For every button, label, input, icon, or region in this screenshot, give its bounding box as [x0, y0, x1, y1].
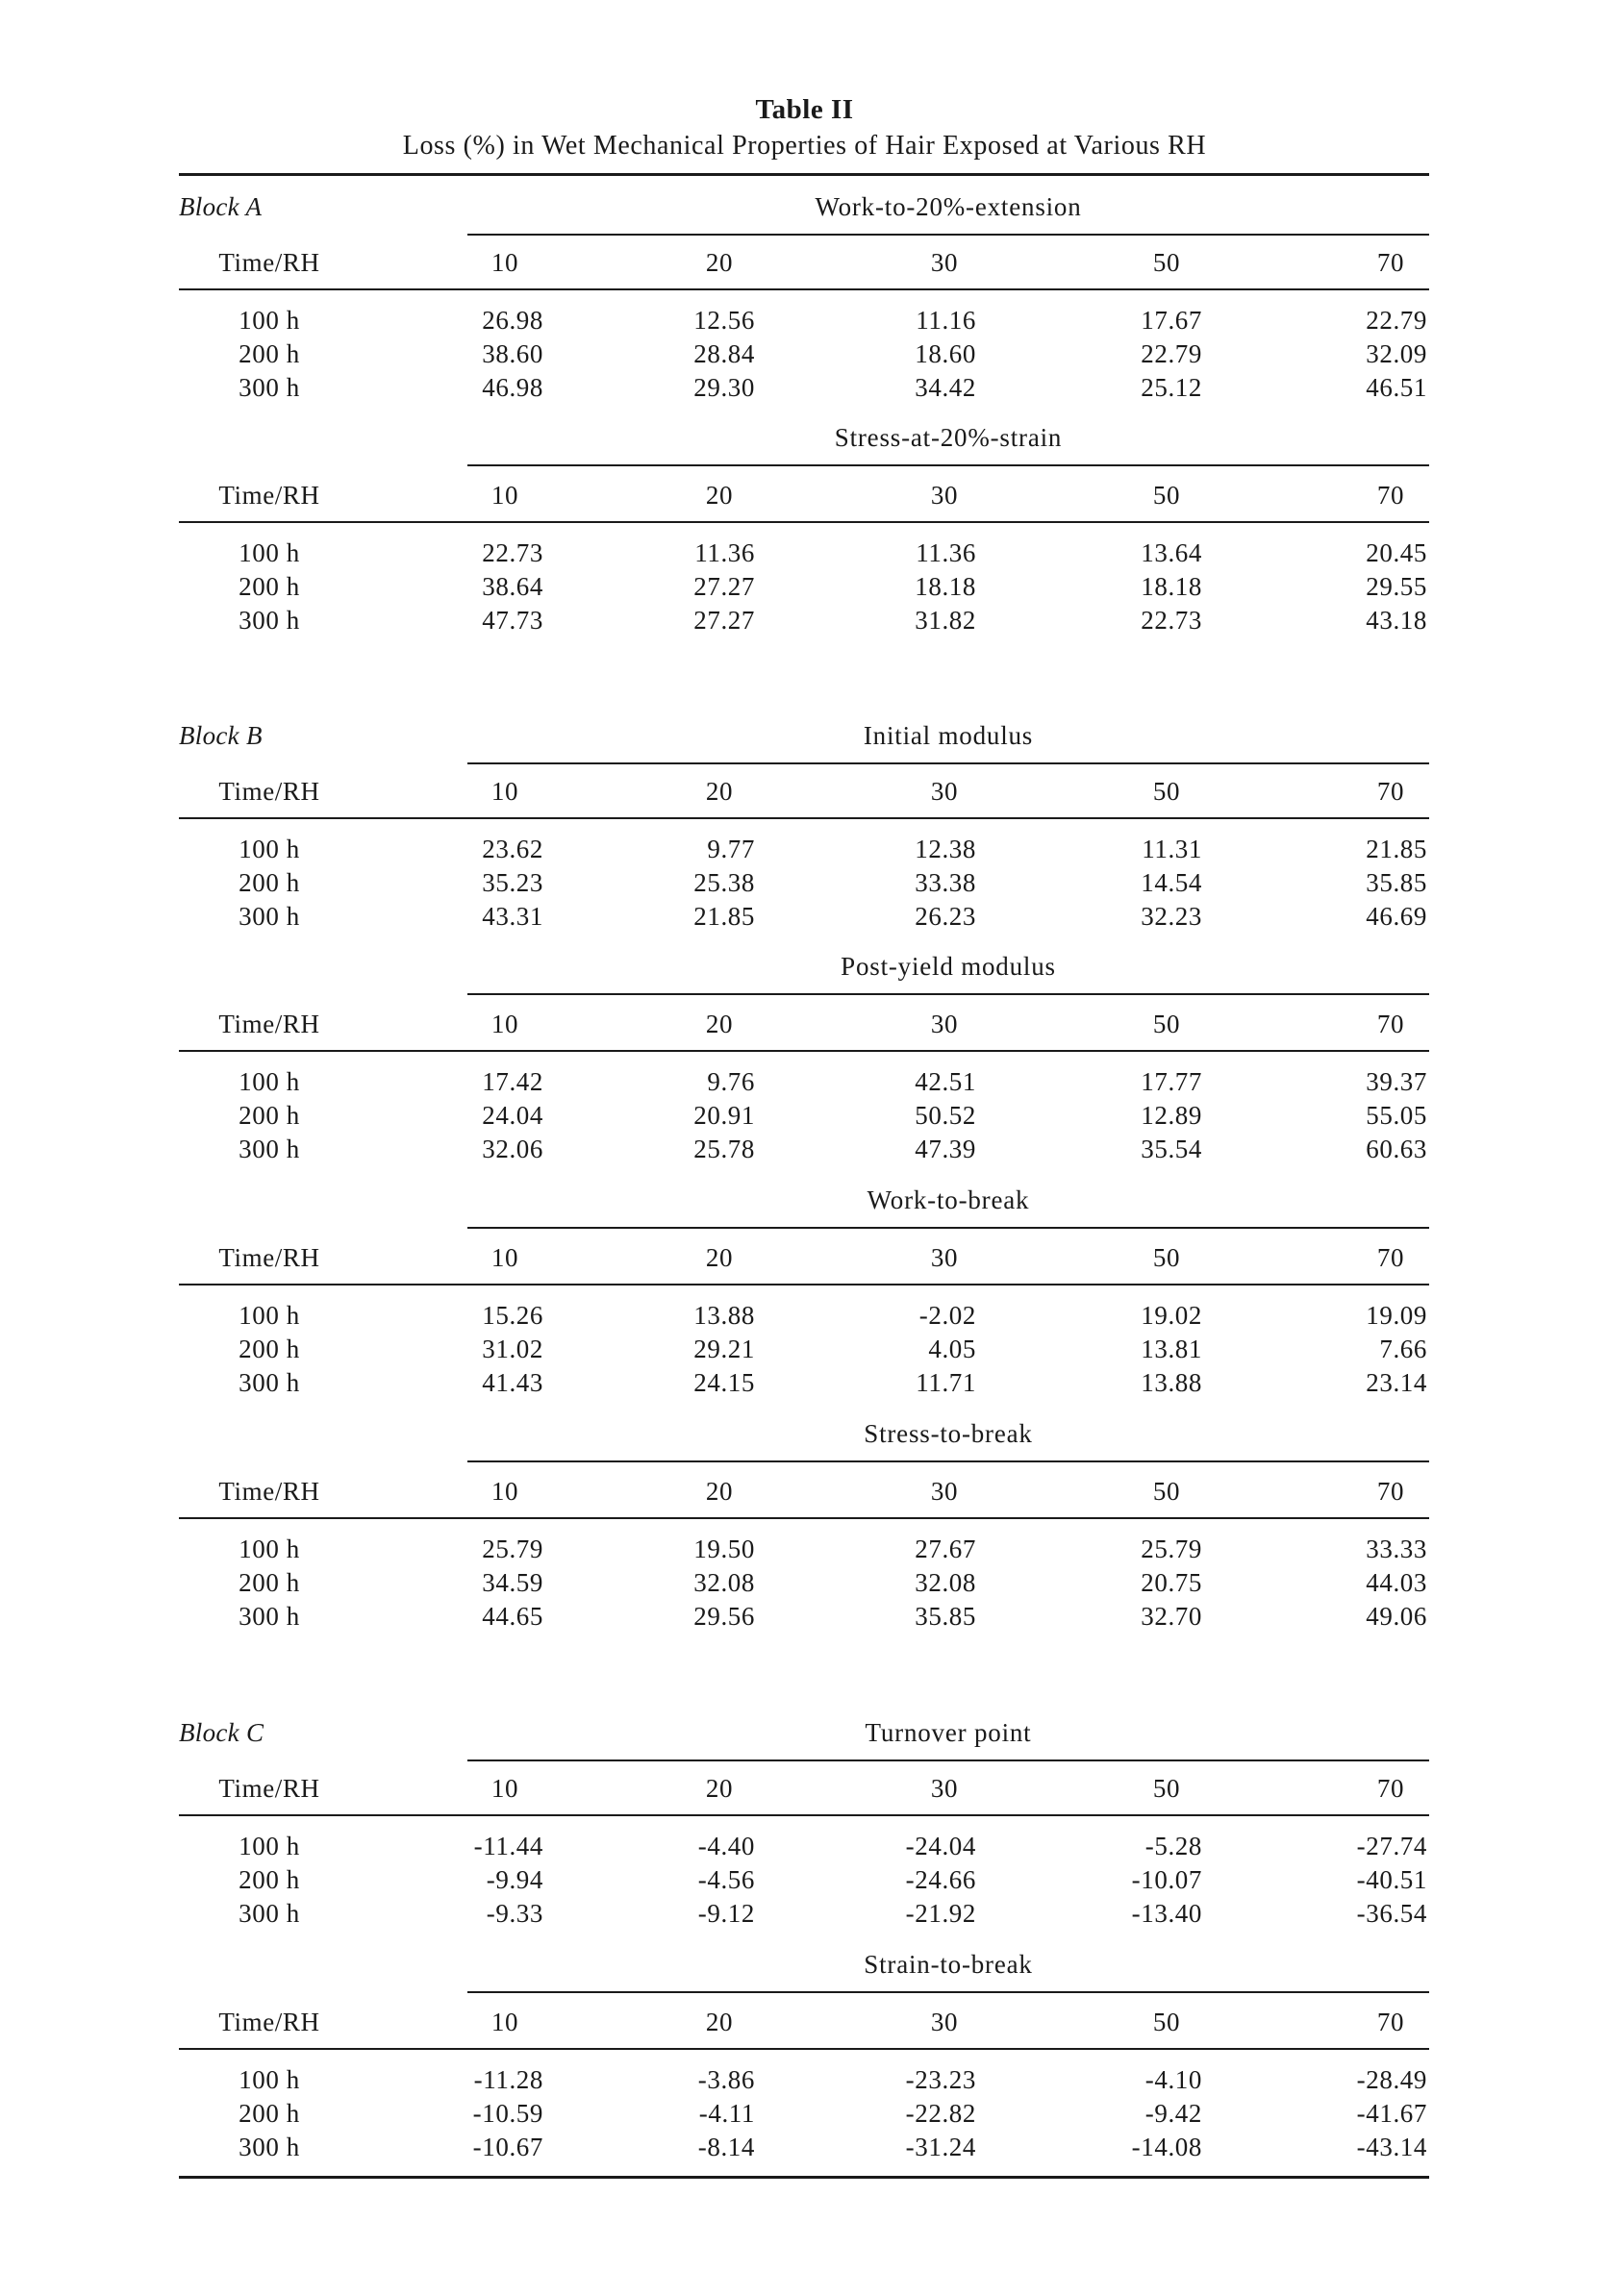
value-cell: 50.52 — [915, 1101, 976, 1130]
table-row — [0, 1301, 1609, 1334]
value-cell: -9.94 — [486, 1865, 543, 1894]
value-cell: 13.88 — [1141, 1368, 1202, 1397]
value-cell: 14.54 — [1141, 868, 1202, 897]
value-cell: -10.07 — [1131, 1865, 1202, 1894]
value-cell: 4.05 — [928, 1335, 976, 1363]
value-cell: 28.84 — [693, 339, 755, 368]
value-cell: 22.73 — [1141, 606, 1202, 635]
section-title: Strain-to-break — [864, 1950, 1033, 1979]
value-cell: -2.02 — [918, 1301, 976, 1330]
row-time-label: 300 h — [239, 1899, 300, 1928]
header-row — [0, 1010, 1609, 1042]
header-rh-cell: 10 — [490, 777, 519, 806]
value-cell: 43.18 — [1366, 606, 1427, 635]
header-rule — [179, 817, 1429, 819]
value-cell: 18.18 — [915, 572, 976, 601]
header-rh-cell: 30 — [930, 1774, 959, 1803]
table-row — [0, 1101, 1609, 1134]
value-cell: 39.37 — [1366, 1067, 1427, 1096]
value-cell: 15.26 — [482, 1301, 543, 1330]
value-cell: 46.98 — [482, 373, 543, 402]
header-rh-cell: 50 — [1152, 1477, 1181, 1506]
table-row — [0, 2133, 1609, 2165]
value-cell: 22.79 — [1141, 339, 1202, 368]
value-cell: -40.51 — [1356, 1865, 1427, 1894]
value-cell: 43.31 — [482, 902, 543, 931]
row-time-label: 300 h — [239, 2133, 300, 2161]
value-cell: 25.79 — [482, 1535, 543, 1563]
value-cell: -28.49 — [1356, 2065, 1427, 2094]
value-cell: 46.51 — [1366, 373, 1427, 402]
header-row — [0, 1774, 1609, 1807]
value-cell: 60.63 — [1366, 1135, 1427, 1163]
value-cell: 19.09 — [1366, 1301, 1427, 1330]
value-cell: 25.79 — [1141, 1535, 1202, 1563]
section-title: Turnover point — [865, 1718, 1032, 1747]
value-cell: -4.11 — [698, 2099, 755, 2128]
row-time-label: 100 h — [239, 1832, 300, 1860]
section-rule — [467, 1991, 1429, 1993]
header-rh-cell: 70 — [1376, 1010, 1405, 1038]
header-label: Time/RH — [218, 248, 320, 277]
value-cell: 26.23 — [915, 902, 976, 931]
table-row — [0, 2099, 1609, 2132]
value-cell: 17.77 — [1141, 1067, 1202, 1096]
value-cell: 25.12 — [1141, 373, 1202, 402]
table-title: Table II — [755, 94, 854, 125]
table-row — [0, 2065, 1609, 2098]
table-row — [0, 339, 1609, 372]
header-label: Time/RH — [218, 1010, 320, 1038]
value-cell: -9.12 — [697, 1899, 755, 1928]
row-time-label: 300 h — [239, 1368, 300, 1397]
block-label: Block B — [179, 721, 263, 750]
header-rh-cell: 70 — [1376, 481, 1405, 510]
value-cell: 35.23 — [482, 868, 543, 897]
section-rule — [467, 762, 1429, 764]
value-cell: -43.14 — [1356, 2133, 1427, 2161]
header-rule — [179, 1517, 1429, 1519]
header-row — [0, 2008, 1609, 2040]
section-title: Work-to-20%-extension — [815, 192, 1082, 221]
block-label: Block C — [179, 1718, 264, 1747]
value-cell: -31.24 — [905, 2133, 976, 2161]
value-cell: 11.16 — [916, 306, 976, 335]
value-cell: 27.27 — [693, 572, 755, 601]
header-rh-cell: 50 — [1152, 777, 1181, 806]
header-rh-cell: 70 — [1376, 1243, 1405, 1272]
value-cell: 31.82 — [915, 606, 976, 635]
header-label: Time/RH — [218, 1774, 320, 1803]
value-cell: -10.59 — [472, 2099, 543, 2128]
section-title: Initial modulus — [863, 721, 1034, 750]
header-rule — [179, 521, 1429, 523]
value-cell: 49.06 — [1366, 1602, 1427, 1631]
value-cell: -3.86 — [697, 2065, 755, 2094]
header-rh-cell: 50 — [1152, 1774, 1181, 1803]
value-cell: 32.70 — [1141, 1602, 1202, 1631]
value-cell: 11.31 — [1142, 835, 1202, 863]
header-rh-cell: 20 — [705, 1477, 734, 1506]
header-rh-cell: 70 — [1376, 1477, 1405, 1506]
table-row — [0, 902, 1609, 935]
header-rh-cell: 30 — [930, 1010, 959, 1038]
header-label: Time/RH — [218, 777, 320, 806]
table-row — [0, 606, 1609, 638]
value-cell: 34.59 — [482, 1568, 543, 1597]
value-cell: 44.03 — [1366, 1568, 1427, 1597]
value-cell: -9.33 — [486, 1899, 543, 1928]
value-cell: 19.50 — [693, 1535, 755, 1563]
header-rh-cell: 50 — [1152, 1243, 1181, 1272]
value-cell: 34.42 — [915, 373, 976, 402]
section-rule — [467, 993, 1429, 995]
value-cell: 22.73 — [482, 538, 543, 567]
value-cell: 29.30 — [693, 373, 755, 402]
header-rh-cell: 50 — [1152, 2008, 1181, 2036]
header-rh-cell: 70 — [1376, 1774, 1405, 1803]
value-cell: 25.78 — [693, 1135, 755, 1163]
table-row — [0, 1602, 1609, 1635]
top-rule — [179, 173, 1429, 176]
header-row — [0, 777, 1609, 810]
value-cell: 17.42 — [482, 1067, 543, 1096]
table-row — [0, 373, 1609, 406]
value-cell: 32.08 — [693, 1568, 755, 1597]
value-cell: 47.39 — [915, 1135, 976, 1163]
value-cell: -11.28 — [473, 2065, 543, 2094]
row-time-label: 100 h — [239, 306, 300, 335]
header-rh-cell: 10 — [490, 1774, 519, 1803]
row-time-label: 100 h — [239, 2065, 300, 2094]
row-time-label: 200 h — [239, 1335, 300, 1363]
table-row — [0, 1335, 1609, 1367]
value-cell: -23.23 — [905, 2065, 976, 2094]
row-time-label: 200 h — [239, 1568, 300, 1597]
header-rh-cell: 30 — [930, 248, 959, 277]
section-rule — [467, 234, 1429, 236]
value-cell: -5.28 — [1144, 1832, 1202, 1860]
header-row — [0, 248, 1609, 281]
value-cell: 32.08 — [915, 1568, 976, 1597]
section-title: Work-to-break — [867, 1185, 1030, 1214]
value-cell: 9.77 — [707, 835, 755, 863]
row-time-label: 100 h — [239, 1067, 300, 1096]
table-row — [0, 1832, 1609, 1864]
row-time-label: 200 h — [239, 2099, 300, 2128]
value-cell: -24.66 — [905, 1865, 976, 1894]
header-rule — [179, 1814, 1429, 1816]
header-rh-cell: 20 — [705, 1774, 734, 1803]
header-label: Time/RH — [218, 481, 320, 510]
value-cell: 27.27 — [693, 606, 755, 635]
value-cell: 19.02 — [1141, 1301, 1202, 1330]
header-rh-cell: 10 — [490, 1477, 519, 1506]
header-rh-cell: 10 — [490, 1010, 519, 1038]
table-row — [0, 868, 1609, 901]
section-title: Stress-at-20%-strain — [834, 423, 1063, 452]
header-rh-cell: 20 — [705, 1243, 734, 1272]
section-rule — [467, 1759, 1429, 1761]
section-title: Stress-to-break — [864, 1419, 1033, 1448]
value-cell: 32.23 — [1141, 902, 1202, 931]
value-cell: -9.42 — [1144, 2099, 1202, 2128]
value-cell: 18.60 — [915, 339, 976, 368]
value-cell: 35.85 — [1366, 868, 1427, 897]
value-cell: 26.98 — [482, 306, 543, 335]
value-cell: 20.75 — [1141, 1568, 1202, 1597]
block-label: Block A — [179, 192, 263, 221]
header-rh-cell: 20 — [705, 481, 734, 510]
value-cell: 38.60 — [482, 339, 543, 368]
value-cell: 42.51 — [915, 1067, 976, 1096]
value-cell: -4.40 — [697, 1832, 755, 1860]
value-cell: 22.79 — [1366, 306, 1427, 335]
header-rule — [179, 1284, 1429, 1285]
value-cell: -4.56 — [697, 1865, 755, 1894]
table-row — [0, 572, 1609, 605]
table-row — [0, 1899, 1609, 1932]
value-cell: 13.88 — [693, 1301, 755, 1330]
value-cell: 29.56 — [693, 1602, 755, 1631]
value-cell: 13.81 — [1141, 1335, 1202, 1363]
header-rh-cell: 30 — [930, 481, 959, 510]
value-cell: 9.76 — [707, 1067, 755, 1096]
header-label: Time/RH — [218, 1477, 320, 1506]
row-time-label: 200 h — [239, 868, 300, 897]
table-row — [0, 1368, 1609, 1401]
value-cell: -11.44 — [473, 1832, 543, 1860]
value-cell: 20.91 — [693, 1101, 755, 1130]
value-cell: 46.69 — [1366, 902, 1427, 931]
row-time-label: 300 h — [239, 1135, 300, 1163]
value-cell: 12.56 — [693, 306, 755, 335]
header-row — [0, 481, 1609, 513]
value-cell: 29.55 — [1366, 572, 1427, 601]
value-cell: 21.85 — [693, 902, 755, 931]
row-time-label: 100 h — [239, 538, 300, 567]
header-rh-cell: 20 — [705, 248, 734, 277]
header-rh-cell: 50 — [1152, 248, 1181, 277]
value-cell: -8.14 — [697, 2133, 755, 2161]
value-cell: 11.71 — [916, 1368, 976, 1397]
row-time-label: 300 h — [239, 373, 300, 402]
value-cell: -41.67 — [1356, 2099, 1427, 2128]
value-cell: -24.04 — [905, 1832, 976, 1860]
table-row — [0, 538, 1609, 571]
value-cell: 41.43 — [482, 1368, 543, 1397]
value-cell: 20.45 — [1366, 538, 1427, 567]
table-caption: Loss (%) in Wet Mechanical Properties of Hair Exposed at Various RH — [402, 131, 1207, 161]
header-rh-cell: 50 — [1152, 481, 1181, 510]
value-cell: 44.65 — [482, 1602, 543, 1631]
value-cell: 23.14 — [1366, 1368, 1427, 1397]
header-rh-cell: 30 — [930, 1477, 959, 1506]
header-rh-cell: 20 — [705, 2008, 734, 2036]
value-cell: 24.04 — [482, 1101, 543, 1130]
header-rh-cell: 10 — [490, 2008, 519, 2036]
value-cell: -14.08 — [1131, 2133, 1202, 2161]
value-cell: 33.38 — [915, 868, 976, 897]
value-cell: 21.85 — [1366, 835, 1427, 863]
header-rh-cell: 20 — [705, 777, 734, 806]
header-rh-cell: 30 — [930, 777, 959, 806]
value-cell: -27.74 — [1356, 1832, 1427, 1860]
value-cell: 35.85 — [915, 1602, 976, 1631]
header-rh-cell: 70 — [1376, 2008, 1405, 2036]
value-cell: -10.67 — [472, 2133, 543, 2161]
section-rule — [467, 464, 1429, 466]
row-time-label: 200 h — [239, 1865, 300, 1894]
header-rh-cell: 70 — [1376, 248, 1405, 277]
row-time-label: 100 h — [239, 835, 300, 863]
value-cell: 32.06 — [482, 1135, 543, 1163]
row-time-label: 300 h — [239, 902, 300, 931]
table-row — [0, 1568, 1609, 1601]
header-rule — [179, 288, 1429, 290]
header-rh-cell: 30 — [930, 2008, 959, 2036]
section-title: Post-yield modulus — [841, 952, 1056, 981]
value-cell: 24.15 — [693, 1368, 755, 1397]
row-time-label: 200 h — [239, 339, 300, 368]
header-label: Time/RH — [218, 2008, 320, 2036]
value-cell: 23.62 — [482, 835, 543, 863]
value-cell: 7.66 — [1379, 1335, 1427, 1363]
value-cell: 25.38 — [693, 868, 755, 897]
value-cell: 27.67 — [915, 1535, 976, 1563]
value-cell: 55.05 — [1366, 1101, 1427, 1130]
table-row — [0, 306, 1609, 338]
value-cell: 31.02 — [482, 1335, 543, 1363]
header-row — [0, 1477, 1609, 1510]
value-cell: 32.09 — [1366, 339, 1427, 368]
header-rh-cell: 20 — [705, 1010, 734, 1038]
header-label: Time/RH — [218, 1243, 320, 1272]
header-rh-cell: 70 — [1376, 777, 1405, 806]
table-row — [0, 835, 1609, 867]
section-rule — [467, 1227, 1429, 1229]
value-cell: -4.10 — [1144, 2065, 1202, 2094]
section-rule — [467, 1460, 1429, 1462]
header-row — [0, 1243, 1609, 1276]
value-cell: 29.21 — [693, 1335, 755, 1363]
header-rule — [179, 1050, 1429, 1052]
value-cell: 17.67 — [1141, 306, 1202, 335]
header-rh-cell: 10 — [490, 1243, 519, 1272]
row-time-label: 200 h — [239, 1101, 300, 1130]
value-cell: 38.64 — [482, 572, 543, 601]
value-cell: -13.40 — [1131, 1899, 1202, 1928]
value-cell: 12.89 — [1141, 1101, 1202, 1130]
value-cell: 35.54 — [1141, 1135, 1202, 1163]
row-time-label: 300 h — [239, 1602, 300, 1631]
table-row — [0, 1135, 1609, 1167]
value-cell: 47.73 — [482, 606, 543, 635]
row-time-label: 200 h — [239, 572, 300, 601]
row-time-label: 100 h — [239, 1301, 300, 1330]
table-row — [0, 1067, 1609, 1100]
bottom-rule — [179, 2176, 1429, 2179]
header-rh-cell: 10 — [490, 248, 519, 277]
value-cell: 11.36 — [694, 538, 755, 567]
value-cell: 33.33 — [1366, 1535, 1427, 1563]
value-cell: -21.92 — [905, 1899, 976, 1928]
table-row — [0, 1535, 1609, 1567]
value-cell: 18.18 — [1141, 572, 1202, 601]
value-cell: 11.36 — [916, 538, 976, 567]
value-cell: 13.64 — [1141, 538, 1202, 567]
value-cell: -36.54 — [1356, 1899, 1427, 1928]
header-rh-cell: 10 — [490, 481, 519, 510]
header-rule — [179, 2048, 1429, 2050]
row-time-label: 300 h — [239, 606, 300, 635]
value-cell: -22.82 — [905, 2099, 976, 2128]
header-rh-cell: 30 — [930, 1243, 959, 1272]
value-cell: 12.38 — [915, 835, 976, 863]
row-time-label: 100 h — [239, 1535, 300, 1563]
header-rh-cell: 50 — [1152, 1010, 1181, 1038]
table-row — [0, 1865, 1609, 1898]
